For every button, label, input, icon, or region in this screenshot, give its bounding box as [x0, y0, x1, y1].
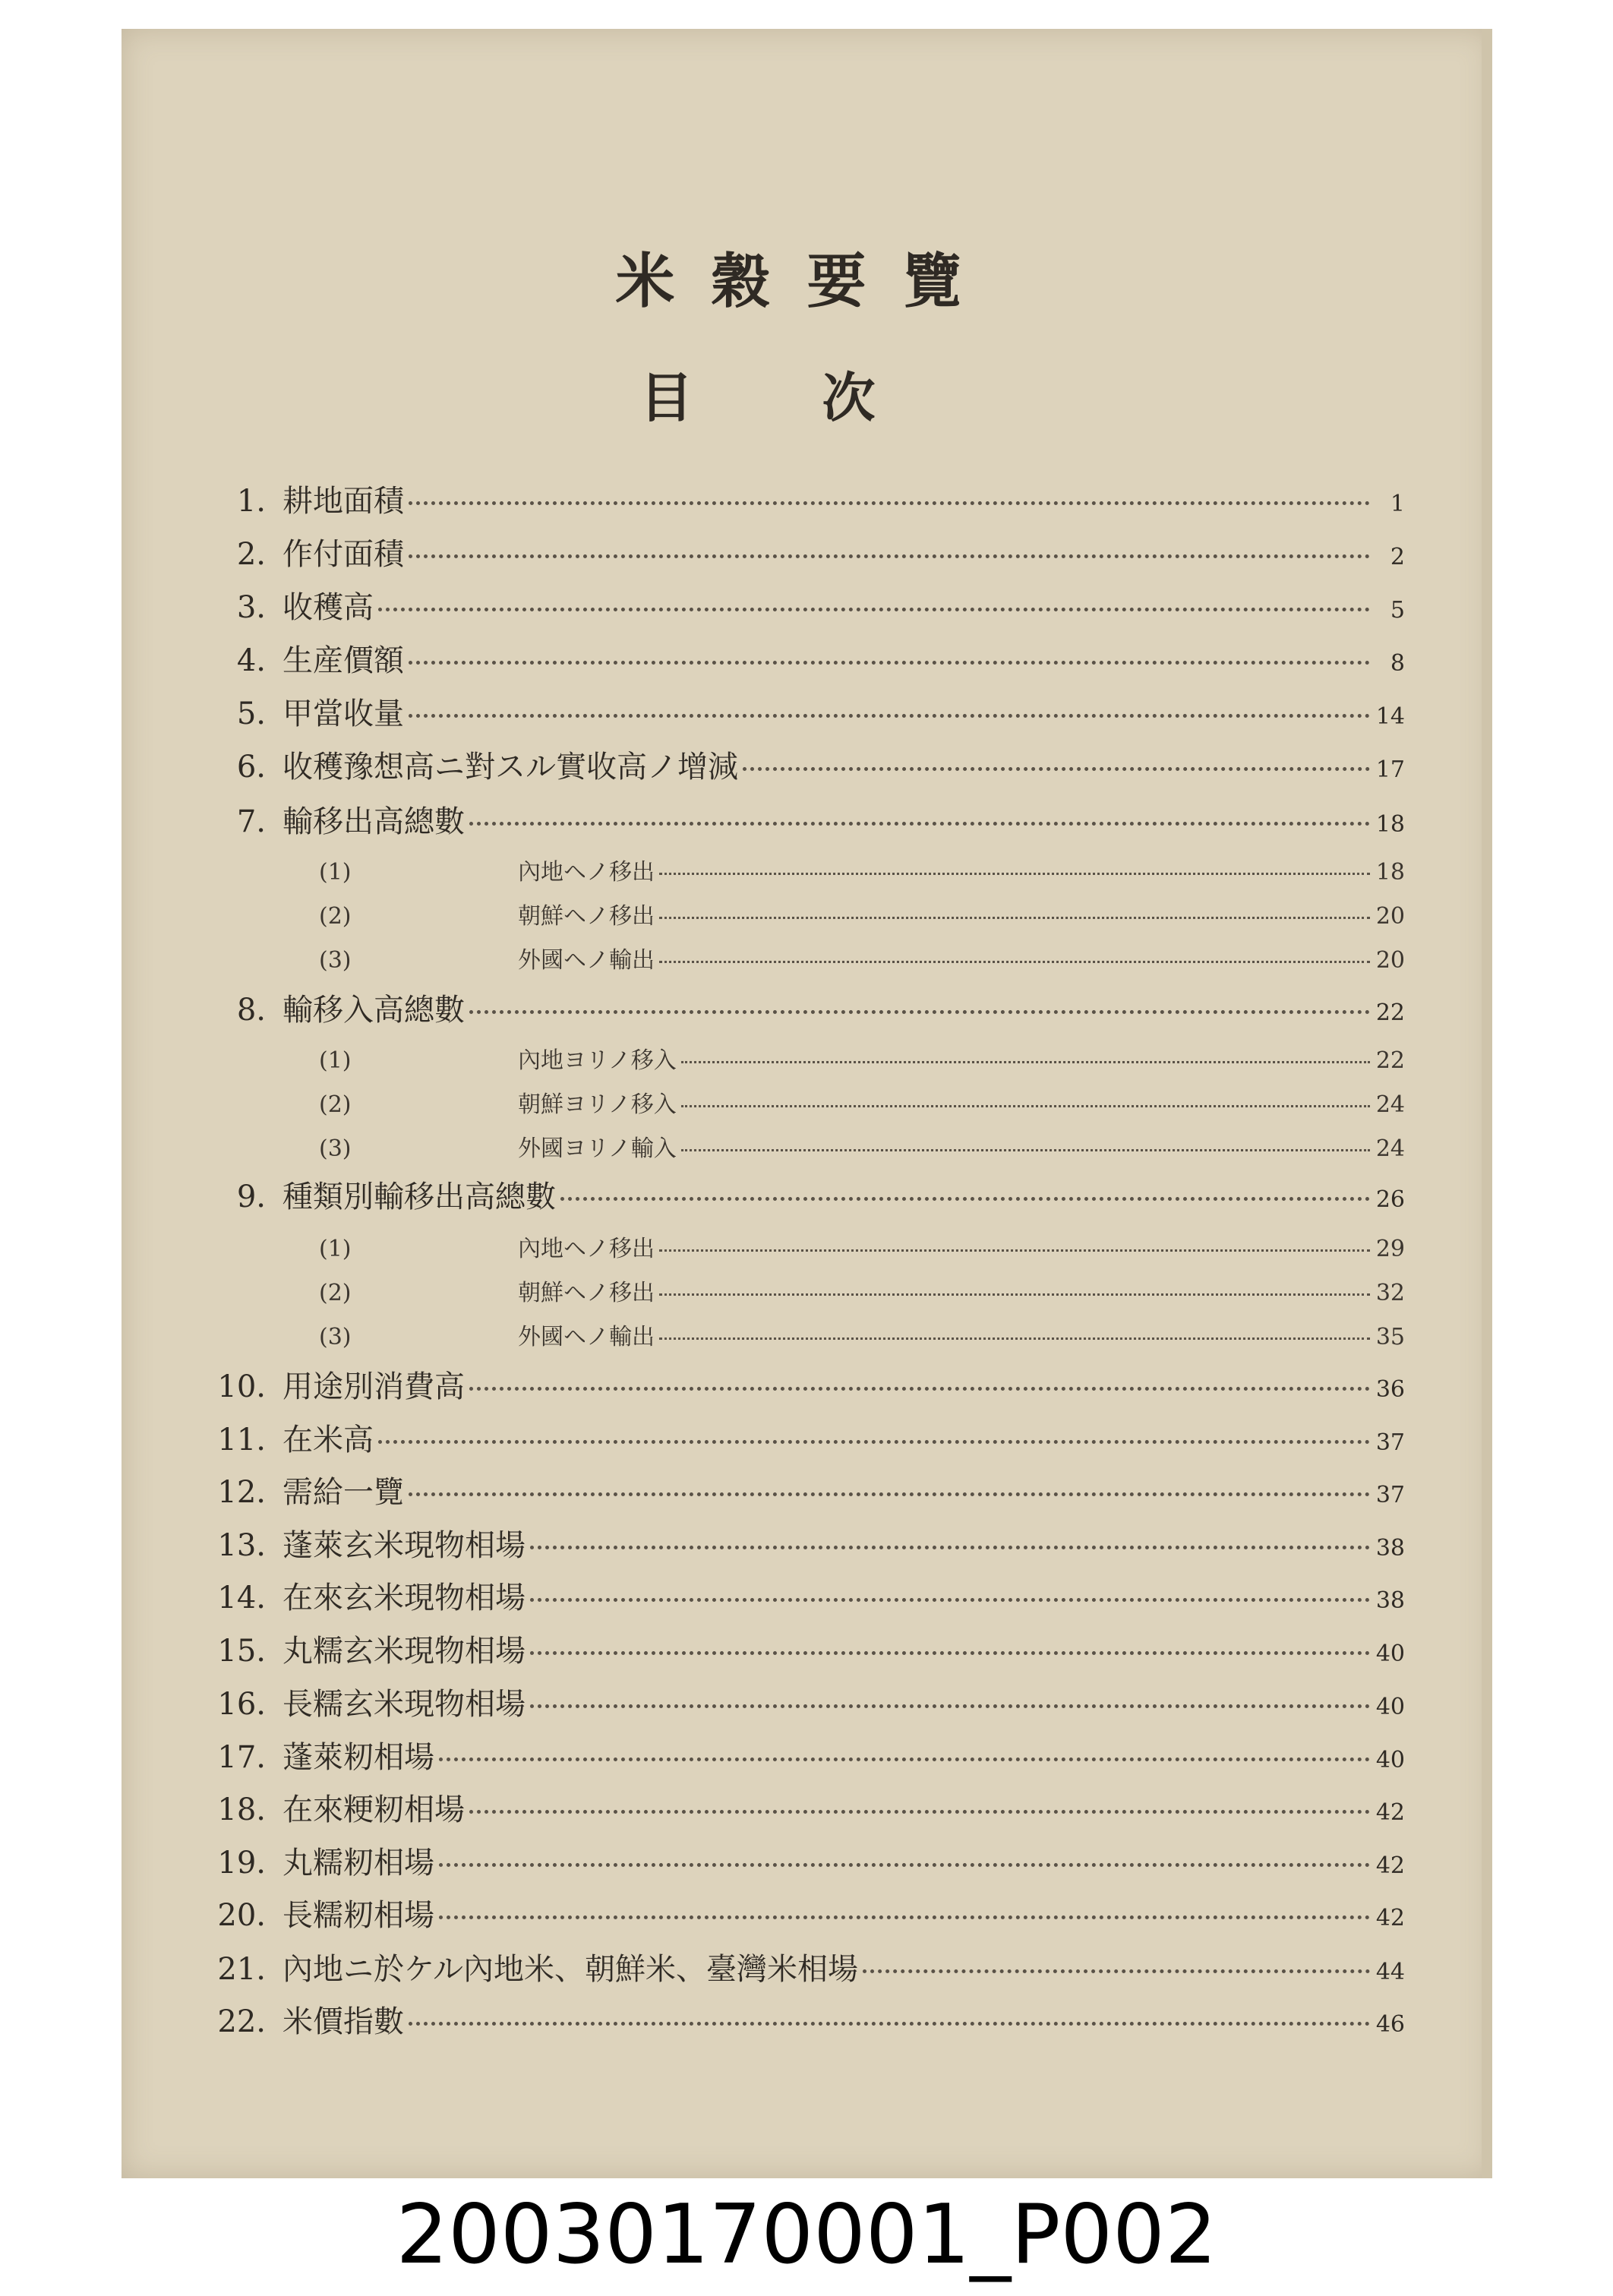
toc-entry-page-number: 35 [1375, 1324, 1405, 1350]
toc-entry-number: 10. [217, 1369, 266, 1404]
toc-entry-page-number: 18 [1375, 811, 1405, 838]
toc-subentry [182, 853, 1405, 886]
toc-subentry [182, 897, 1405, 930]
toc-entry-label: 輸移出高總數 [283, 804, 465, 839]
toc-entry-number: 4. [236, 643, 266, 678]
toc-entry-label: 甲當收量 [283, 696, 404, 731]
toc-entry-page-number: 38 [1375, 1535, 1405, 1562]
toc-entry-number: (3) [319, 947, 352, 974]
toc-entry-label: 丸糯籾相場 [283, 1846, 434, 1881]
dot-leader [681, 1061, 1370, 1063]
toc-entry-number: (1) [319, 1236, 352, 1262]
toc-entry-number: 16. [217, 1687, 266, 1722]
toc-entry [182, 1416, 1405, 1459]
dot-leader [439, 1915, 1370, 1919]
toc-entry-number: 14. [217, 1581, 266, 1615]
toc-entry-page-number: 37 [1375, 1482, 1405, 1508]
toc-entry-number: 21. [217, 1952, 266, 1987]
toc-entry [182, 477, 1405, 520]
toc-entry-page-number: 22 [1375, 1000, 1405, 1026]
image-id-caption: 20030170001_P002 [396, 2187, 1217, 2282]
toc-entry-number: 13. [217, 1528, 266, 1563]
dot-leader [659, 1293, 1370, 1296]
dot-leader [469, 822, 1370, 826]
toc-entry-label: 收穫豫想高ニ對スル實收高ノ增減 [283, 750, 738, 785]
toc-entry-page-number: 42 [1375, 1852, 1405, 1879]
dot-leader [439, 1758, 1370, 1761]
dot-leader [378, 608, 1370, 611]
toc-entry-number: (1) [319, 859, 352, 886]
toc-entry-label: 朝鮮ヘノ移出 [518, 903, 655, 930]
toc-entry-label: 在米高 [283, 1423, 374, 1458]
toc-entry-number: 5. [236, 696, 266, 731]
dot-leader [409, 2022, 1370, 2026]
dot-leader [530, 1598, 1370, 1602]
toc-entry-label: 蓬萊玄米現物相場 [283, 1528, 526, 1563]
dot-leader [378, 1440, 1370, 1444]
dot-leader [530, 1704, 1370, 1708]
toc-entry [182, 1521, 1405, 1565]
toc-entry-page-number: 40 [1375, 1747, 1405, 1773]
dot-leader [863, 1969, 1370, 1973]
page-title: 米穀要覽 [615, 247, 999, 316]
toc-entry [182, 1680, 1405, 1723]
toc-entry-page-number: 40 [1375, 1641, 1405, 1667]
document-page [122, 29, 1492, 2178]
toc-entry-page-number: 40 [1375, 1694, 1405, 1720]
toc-entry-label: 外國ヘノ輸出 [518, 1324, 655, 1350]
toc-entry [182, 1173, 1405, 1216]
toc-entry-label: 作付面積 [283, 537, 404, 572]
toc-entry-number: (2) [319, 1280, 352, 1306]
toc-entry-label: 長糯玄米現物相場 [283, 1687, 526, 1722]
toc-entry-page-number: 8 [1390, 650, 1405, 677]
toc-entry-page-number: 24 [1375, 1135, 1405, 1162]
toc-entry-number: (3) [319, 1324, 352, 1350]
toc-entry-label: 外國ヨリノ輸入 [518, 1135, 677, 1162]
toc-entry-label: 內地ヘノ移出 [518, 1236, 655, 1262]
toc-entry-label: 輸移入高總數 [283, 993, 465, 1028]
toc-entry-page-number: 2 [1390, 544, 1405, 570]
dot-leader [681, 1105, 1370, 1107]
toc-subentry [182, 1318, 1405, 1351]
toc-entry-page-number: 29 [1375, 1236, 1405, 1262]
dot-leader [681, 1149, 1370, 1151]
toc-entry [182, 1891, 1405, 1934]
toc-entry-number: 22. [217, 2004, 266, 2039]
toc-entry [182, 1733, 1405, 1776]
toc-entry [182, 583, 1405, 627]
dot-leader [439, 1863, 1370, 1867]
toc-entry-label: 內地ヨリノ移入 [518, 1047, 677, 1074]
toc-entry-page-number: 5 [1390, 597, 1405, 624]
toc-entry [182, 1363, 1405, 1406]
toc-entry-label: 蓬萊籾相場 [283, 1740, 434, 1775]
toc-entry-page-number: 1 [1390, 491, 1405, 517]
toc-entry-number: 20. [217, 1898, 266, 1933]
toc-entry [182, 530, 1405, 573]
dot-leader [469, 1387, 1370, 1391]
toc-entry-label: 內地ニ於ケル內地米、朝鮮米、臺灣米相場 [283, 1952, 858, 1987]
table-of-contents [122, 29, 1492, 2178]
toc-entry-page-number: 20 [1375, 947, 1405, 974]
toc-entry-number: (2) [319, 903, 352, 930]
dot-leader [409, 501, 1370, 505]
toc-entry-number: 19. [217, 1846, 266, 1881]
toc-entry-number: 12. [217, 1475, 266, 1510]
dot-leader [530, 1651, 1370, 1655]
toc-entry-page-number: 18 [1375, 859, 1405, 886]
toc-subentry [182, 1274, 1405, 1307]
toc-entry [182, 1574, 1405, 1617]
dot-leader [659, 1337, 1370, 1340]
toc-entry-page-number: 22 [1375, 1047, 1405, 1074]
toc-entry-label: 需給一覽 [283, 1475, 404, 1510]
toc-entry-page-number: 17 [1375, 756, 1405, 783]
toc-entry-number: (1) [319, 1047, 352, 1074]
toc-subentry [182, 1230, 1405, 1263]
toc-entry-page-number: 42 [1375, 1905, 1405, 1931]
toc-entry-number: 9. [236, 1180, 266, 1214]
dot-leader [409, 554, 1370, 558]
toc-entry-page-number: 32 [1375, 1280, 1405, 1306]
toc-entry-number: 18. [217, 1792, 266, 1827]
dot-leader [659, 961, 1370, 963]
toc-entry-label: 在來玄米現物相場 [283, 1581, 526, 1615]
toc-entry-number: 2. [236, 537, 266, 572]
toc-entry [182, 1468, 1405, 1511]
toc-entry-number: 17. [217, 1740, 266, 1775]
toc-entry-number: 6. [236, 750, 266, 785]
toc-subentry [182, 1085, 1405, 1119]
toc-subentry [182, 941, 1405, 974]
toc-entry-page-number: 24 [1375, 1091, 1405, 1118]
toc-entry-number: 3. [236, 590, 266, 625]
toc-entry [182, 1839, 1405, 1882]
toc-entry-page-number: 38 [1375, 1587, 1405, 1614]
toc-entry-number: 11. [217, 1423, 266, 1458]
toc-entry-page-number: 20 [1375, 903, 1405, 930]
toc-entry-label: 種類別輸移出高總數 [283, 1180, 556, 1214]
toc-subentry [182, 1129, 1405, 1163]
toc-entry [182, 636, 1405, 680]
toc-entry-label: 外國ヘノ輸出 [518, 947, 655, 974]
toc-entry [182, 1998, 1405, 2041]
toc-entry-label: 在來粳籾相場 [283, 1792, 465, 1827]
toc-entry-page-number: 37 [1375, 1429, 1405, 1456]
dot-leader [409, 1492, 1370, 1496]
dot-leader [409, 661, 1370, 665]
toc-entry-page-number: 44 [1375, 1959, 1405, 1985]
dot-leader [530, 1546, 1370, 1549]
toc-entry-label: 用途別消費高 [283, 1369, 465, 1404]
toc-entry-label: 內地ヘノ移出 [518, 859, 655, 886]
toc-entry-number: (3) [319, 1135, 352, 1162]
toc-entry [182, 1786, 1405, 1829]
toc-entry [182, 743, 1405, 786]
dot-leader [560, 1197, 1370, 1201]
toc-entry-page-number: 42 [1375, 1799, 1405, 1826]
toc-entry-label: 米價指數 [283, 2004, 404, 2039]
toc-entry-page-number: 36 [1375, 1376, 1405, 1403]
toc-entry-number: 1. [236, 484, 266, 519]
dot-leader [659, 1249, 1370, 1252]
toc-entry-label: 朝鮮ヨリノ移入 [518, 1091, 677, 1118]
dot-leader [659, 917, 1370, 919]
toc-entry-page-number: 46 [1375, 2011, 1405, 2038]
toc-entry [182, 1945, 1405, 1988]
toc-entry-page-number: 26 [1375, 1186, 1405, 1213]
dot-leader [469, 1010, 1370, 1014]
toc-entry-number: 7. [236, 804, 266, 839]
toc-entry-label: 生産價額 [283, 643, 404, 678]
toc-entry-label: 朝鮮ヘノ移出 [518, 1280, 655, 1306]
toc-entry [182, 1627, 1405, 1670]
toc-entry-number: (2) [319, 1091, 352, 1118]
toc-heading: 目次 [639, 366, 1005, 429]
toc-entry [182, 690, 1405, 733]
toc-entry-page-number: 14 [1375, 703, 1405, 730]
toc-entry-label: 丸糯玄米現物相場 [283, 1634, 526, 1669]
toc-entry-number: 8. [236, 993, 266, 1028]
toc-entry-label: 收穫高 [283, 590, 374, 625]
toc-entry-label: 長糯籾相場 [283, 1898, 434, 1933]
dot-leader [409, 714, 1370, 718]
dot-leader [743, 767, 1370, 771]
toc-entry [182, 797, 1405, 841]
toc-subentry [182, 1041, 1405, 1075]
dot-leader [469, 1810, 1370, 1814]
toc-entry-label: 耕地面積 [283, 484, 404, 519]
toc-entry-number: 15. [217, 1634, 266, 1669]
toc-entry [182, 986, 1405, 1029]
dot-leader [659, 873, 1370, 875]
